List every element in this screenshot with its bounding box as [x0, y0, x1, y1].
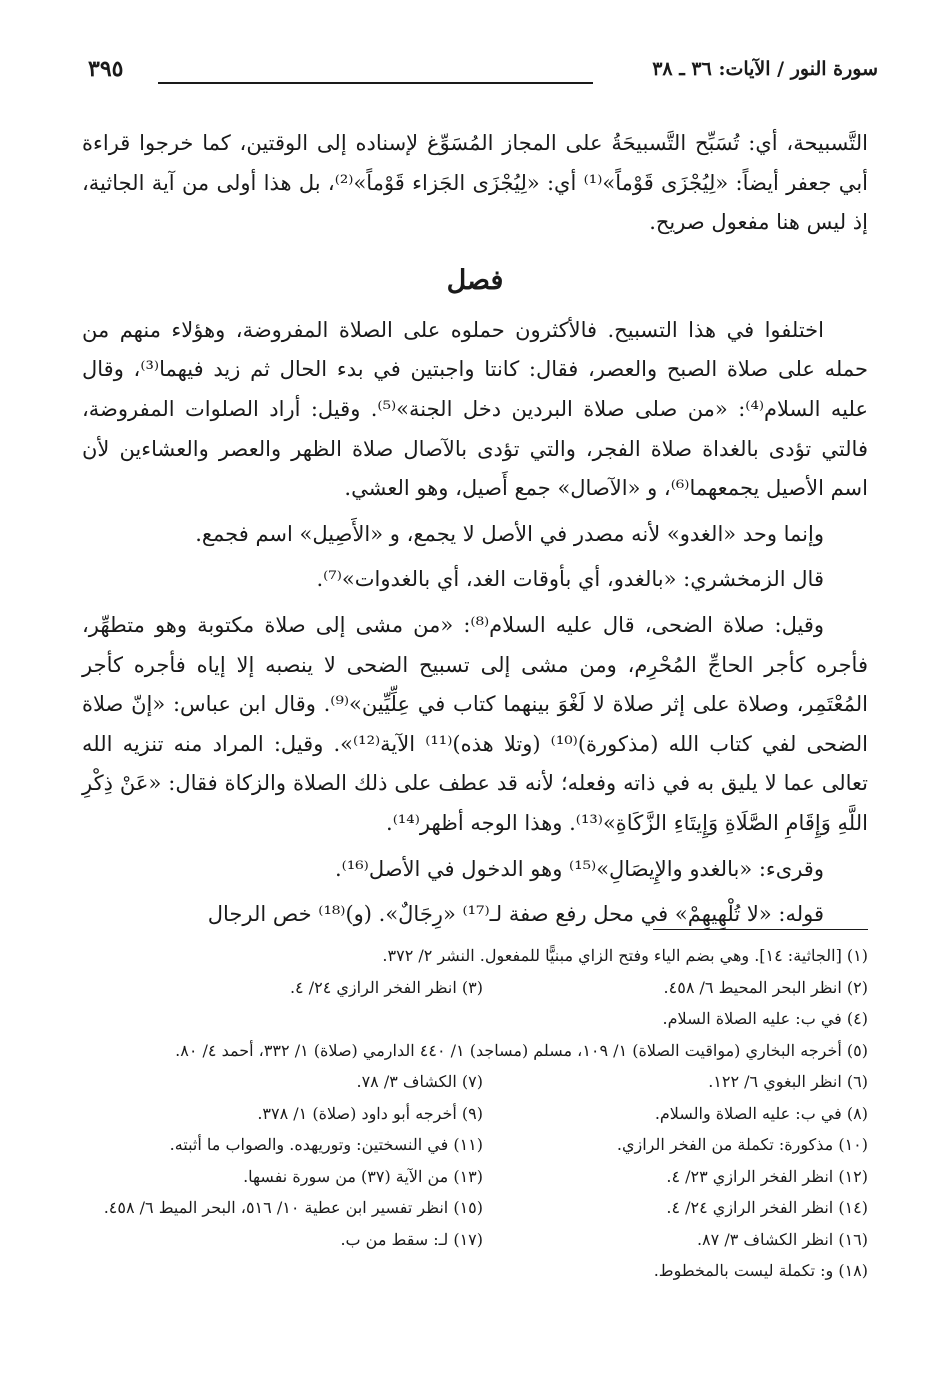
- main-text: [82, 124, 868, 935]
- footnote: (٧) الكشاف ٣/ ٧٨.: [356, 1072, 483, 1091]
- paragraph: اختلفوا في هذا التسبيح. فالأكثرون حملوه على الصلاة المفروضة، وهؤلاء منهم من حمله على صلاة الصبح والعصر، فقال: كانتا واجبتين في بدء الحال ثم زيد فيهما⁽³⁾، وقال عليه السلام⁽⁴⁾: «من صلى صلاة البردين دخل الجنة»⁽⁵⁾. وقيل: أراد الصلوات المفروضة، فالتي تؤدى بالغداة صلاة الفجر، والتي تؤدى بالآصال صلاة الظهر والعصر والعشاءين لأن اسم الأصيل يجمعهما⁽⁶⁾، و «الآصال» جمع أَصيل، وهو العشي.: [82, 317, 869, 501]
- footnote: (٦) انظر البغوي ٦/ ١٢٢.: [708, 1072, 868, 1091]
- footnote-row: [78, 1098, 868, 1130]
- footnote: (١) [الجاثية: ١٤]. وهي بضم الياء وفتح الزاي مبنيًّا للمفعول. النشر ٢/ ٣٧٢.: [382, 946, 868, 965]
- running-header: [88, 58, 878, 92]
- paragraph: التَّسبيحة، أي: تُسَبِّح التَّسبيحَةُ على المجاز المُسَوِّغ لإسناده إلى الوقتين، كما خرجوا قراءة أبي جعفر أيضاً: «لِيُجْزَى قَوْماً»⁽¹⁾ أي: «لِيُجْزَى الجَزاء قَوْماً»⁽²⁾، بل هذا أولى من آية الجاثية، إذ ليس هنا مفعول صريح.: [82, 131, 868, 235]
- footnote: (٣) انظر الفخر الرازي ٢٤/ ٤.: [289, 977, 483, 997]
- footnote: (١٢) انظر الفخر الرازي ٢٣/ ٤.: [666, 1166, 868, 1186]
- header-rule: [158, 82, 593, 84]
- footnote: (١٦) انظر الكشاف ٣/ ٨٧.: [696, 1229, 868, 1249]
- footnotes: [78, 940, 868, 1287]
- footnote-row: [78, 972, 868, 1004]
- footnote: (٩) أخرجه أبو داود (صلاة) ١/ ٣٧٨.: [257, 1103, 483, 1123]
- paragraph: قوله: «لا تُلْهِيهِمْ» في محل رفع صفة لـ⁽¹⁷⁾ «رِجَالٌ». (و)⁽¹⁸⁾ خص الرجال: [207, 902, 824, 927]
- footnote: (١٤) انظر الفخر الرازي ٢٤/ ٤.: [666, 1198, 868, 1217]
- footnote: (٢) انظر البحر المحيط ٦/ ٤٥٨.: [663, 977, 868, 997]
- footnote-row: [78, 1224, 868, 1256]
- footnote: (٥) أخرجه البخاري (مواقيت الصلاة) ١/ ١٠٩، مسلم (مساجد) ١/ ٤٤٠ الدارمي (صلاة) ١/ ٣٣٢، أحمد ٤/ ٨٠.: [175, 1040, 868, 1060]
- footnote: (١١) في النسختين: وتوريهده. والصواب ما أثبته.: [169, 1135, 483, 1154]
- paragraph: وقرىء: «بالغدو والإِيصَالِ»⁽¹⁵⁾ وهو الدخول في الأصل⁽¹⁶⁾.: [334, 856, 824, 881]
- footnote: (١٧) لـ: سقط من ب.: [340, 1229, 483, 1249]
- paragraph: قال الزمخشري: «بالغدو، أي بأوقات الغد، أي بالغدوات»⁽⁷⁾.: [316, 567, 824, 592]
- footnote-row: [78, 1192, 868, 1224]
- paragraph: وإنما وحد «الغدو» لأنه مصدر في الأصل لا يجمع، و «الأَصِيل» اسم فجمع.: [195, 521, 824, 546]
- footnote: (٤) في ب: عليه الصلاة السلام.: [662, 1009, 868, 1028]
- footnote-row: [78, 1161, 868, 1193]
- footnote: (١٨) و: تكملة ليست بالمخطوط.: [653, 1261, 868, 1280]
- section-heading: فصل: [446, 264, 504, 296]
- footnote-row: [78, 1066, 868, 1098]
- footnote: (١٣) من الآية (٣٧) من سورة نفسها.: [243, 1166, 483, 1186]
- footnote: (١٠) مذكورة: تكملة من الفخر الرازي.: [616, 1135, 868, 1154]
- footnote: (٨) في ب: عليه الصلاة والسلام.: [654, 1103, 868, 1123]
- surah-title: سورة النور / الآيات: ٣٦ ـ ٣٨: [652, 58, 878, 80]
- footnote: (١٥) انظر تفسير ابن عطية ١٠/ ٥١٦، البحر الميط ٦/ ٤٥٨.: [103, 1198, 483, 1217]
- footnote-row: [78, 1129, 868, 1161]
- paragraph: وقيل: صلاة الضحى، قال عليه السلام⁽⁸⁾: «من مشى إلى صلاة مكتوبة وهو متطهِّر، فأجره كأجر الحاجِّ المُحْرِم، ومن مشى إلى تسبيح الضحى لا ينصبه إلا إياه فأجره كأجر المُعْتَمِر، وصلاة على إثر صلاة لا لَغْوَ بينهما كتاب في عِلِّيِّين»⁽⁹⁾. وقال ابن عباس: «إنّ صلاة الضحى لفي كتاب الله (مذكورة)⁽¹⁰⁾ (وتلا هذه)⁽¹¹⁾ الآية⁽¹²⁾». وقيل: المراد منه تنزيه الله تعالى عما لا يليق به في ذاته وفعله؛ لأنه قد عطف على ذلك الصلاة والزكاة فقال: «عَنْ ذِكْرِ اللَّهِ وَإِقَامِ الصَّلَاةِ وَإِيتَاءِ الزَّكَاةِ»⁽¹³⁾. وهذا الوجه أظهر⁽¹⁴⁾.: [82, 612, 869, 835]
- page-number: ٣٩٥: [88, 56, 124, 82]
- footnote-separator: [653, 929, 868, 930]
